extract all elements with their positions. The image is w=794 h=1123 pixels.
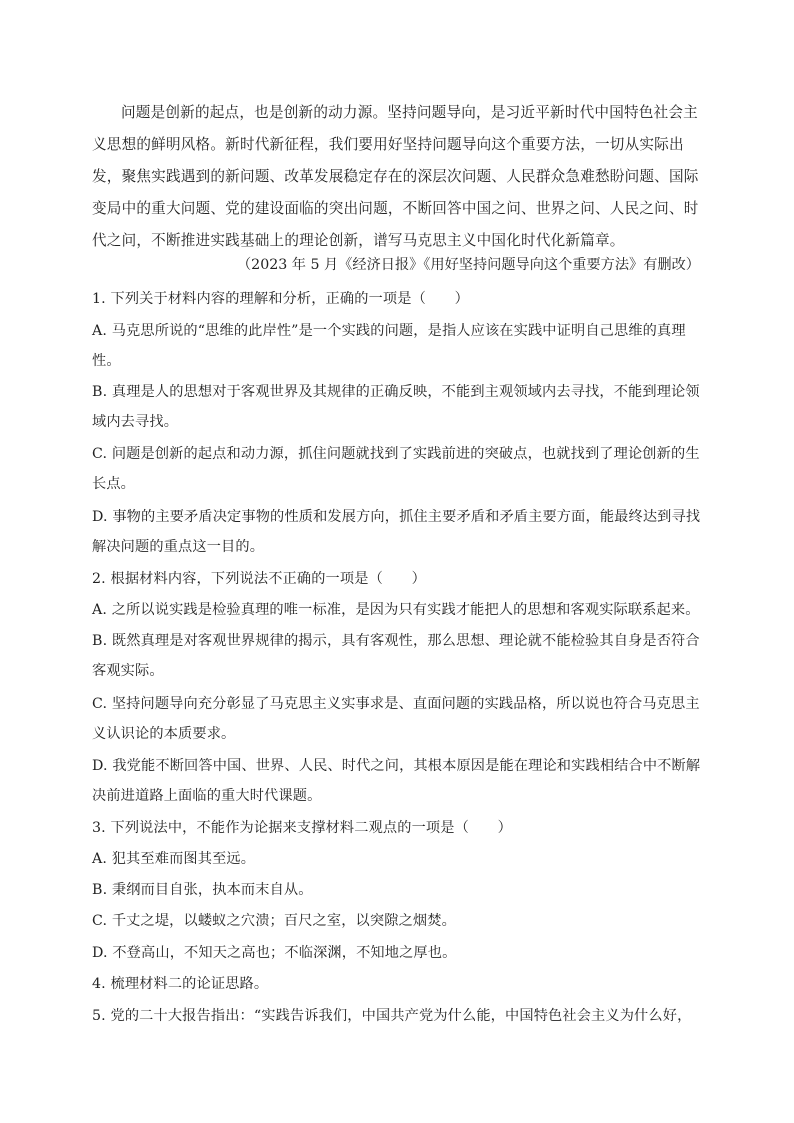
question-3-option-c: C. 千丈之堤，以蝼蚁之穴溃；百尺之室，以突隙之烟焚。 (92, 913, 456, 929)
question-5-stem: 5. 党的二十大报告指出：“实践告诉我们，中国共产党为什么能，中国特色社会主义为什么好， (92, 1008, 692, 1024)
question-1-option-a: A. 马克思所说的“思维的此岸性”是一个实践的问题，是指人应该在实践中证明自己思维的真理 (92, 323, 686, 339)
question-1-option-d: D. 事物的主要矛盾决定事物的性质和发展方向，抓住主要矛盾和矛盾主要方面，能最终达到寻找 (92, 509, 701, 525)
question-3-option-b: B. 秉纲而目自张，执本而末自从。 (92, 882, 313, 898)
question-1-option-b-cont: 域内去寻找。 (92, 414, 179, 430)
question-2-option-a: A. 之所以说实践是检验真理的唯一标准，是因为只有实践才能把人的思想和客观实际联系起来。 (92, 602, 700, 618)
question-2-option-b-cont: 客观实际。 (92, 663, 164, 679)
question-2-option-d: D. 我党能不断回答中国、世界、人民、时代之问，其根本原因是能在理论和实践相结合中不断解 (92, 758, 701, 774)
question-3-stem: 3. 下列说法中，不能作为论据来支撑材料二观点的一项是（ ） (92, 820, 512, 836)
question-3-option-a: A. 犯其至难而图其至远。 (92, 851, 256, 867)
question-2-option-b: B. 既然真理是对客观世界规律的揭示，具有客观性，那么思想、理论就不能检验其自身是否符合 (92, 633, 700, 649)
question-2-option-c-cont: 义认识论的本质要求。 (92, 726, 236, 742)
passage-paragraph: 问题是创新的起点，也是创新的动力源。坚持问题导向，是习近平新时代中国特色社会主义思想的鲜明风格。新时代新征程，我们要用好坚持问题导向这个重要方法，一切从实际出发，聚焦实践遇到的新问题、改革发展稳定存在的深层次问题、人民群众急难愁盼问题、国际变局中的重大问题、党的建设面临的突出问题，不断回答中国之问、世界之问、人民之问、时代之问，不断推进实践基础上的理论创新，谱写马克思主义中国化时代化新篇章。 (92, 104, 699, 249)
passage-source: （2023 年 5 月《经济日报》《用好坚持问题导向这个重要方法》有删改） (236, 257, 700, 273)
question-3-option-d: D. 不登高山，不知天之高也；不临深渊，不知地之厚也。 (92, 945, 457, 961)
question-2-stem: 2. 根据材料内容，下列说法不正确的一项是（ ） (92, 571, 426, 587)
question-2-option-c: C. 坚持问题导向充分彰显了马克思主义实事求是、直面问题的实践品格，所以说也符合马克思主 (92, 696, 700, 712)
question-1-option-c-cont: 长点。 (92, 476, 136, 492)
question-1-stem: 1. 下列关于材料内容的理解和分析，正确的一项是（ ） (92, 291, 469, 307)
question-2-option-d-cont: 决前进道路上面临的重大时代课题。 (92, 788, 322, 804)
question-1-option-b: B. 真理是人的思想对于客观世界及其规律的正确反映，不能到主观领域内去寻找，不能到理论领 (92, 384, 700, 400)
question-1-option-a-cont: 性。 (92, 353, 121, 369)
question-1-option-c: C. 问题是创新的起点和动力源，抓住问题就找到了实践前进的突破点，也就找到了理论创新的生 (92, 446, 700, 462)
question-1-option-d-cont: 解决问题的重点这一目的。 (92, 539, 265, 555)
question-4-stem: 4. 梳理材料二的论证思路。 (92, 976, 269, 992)
